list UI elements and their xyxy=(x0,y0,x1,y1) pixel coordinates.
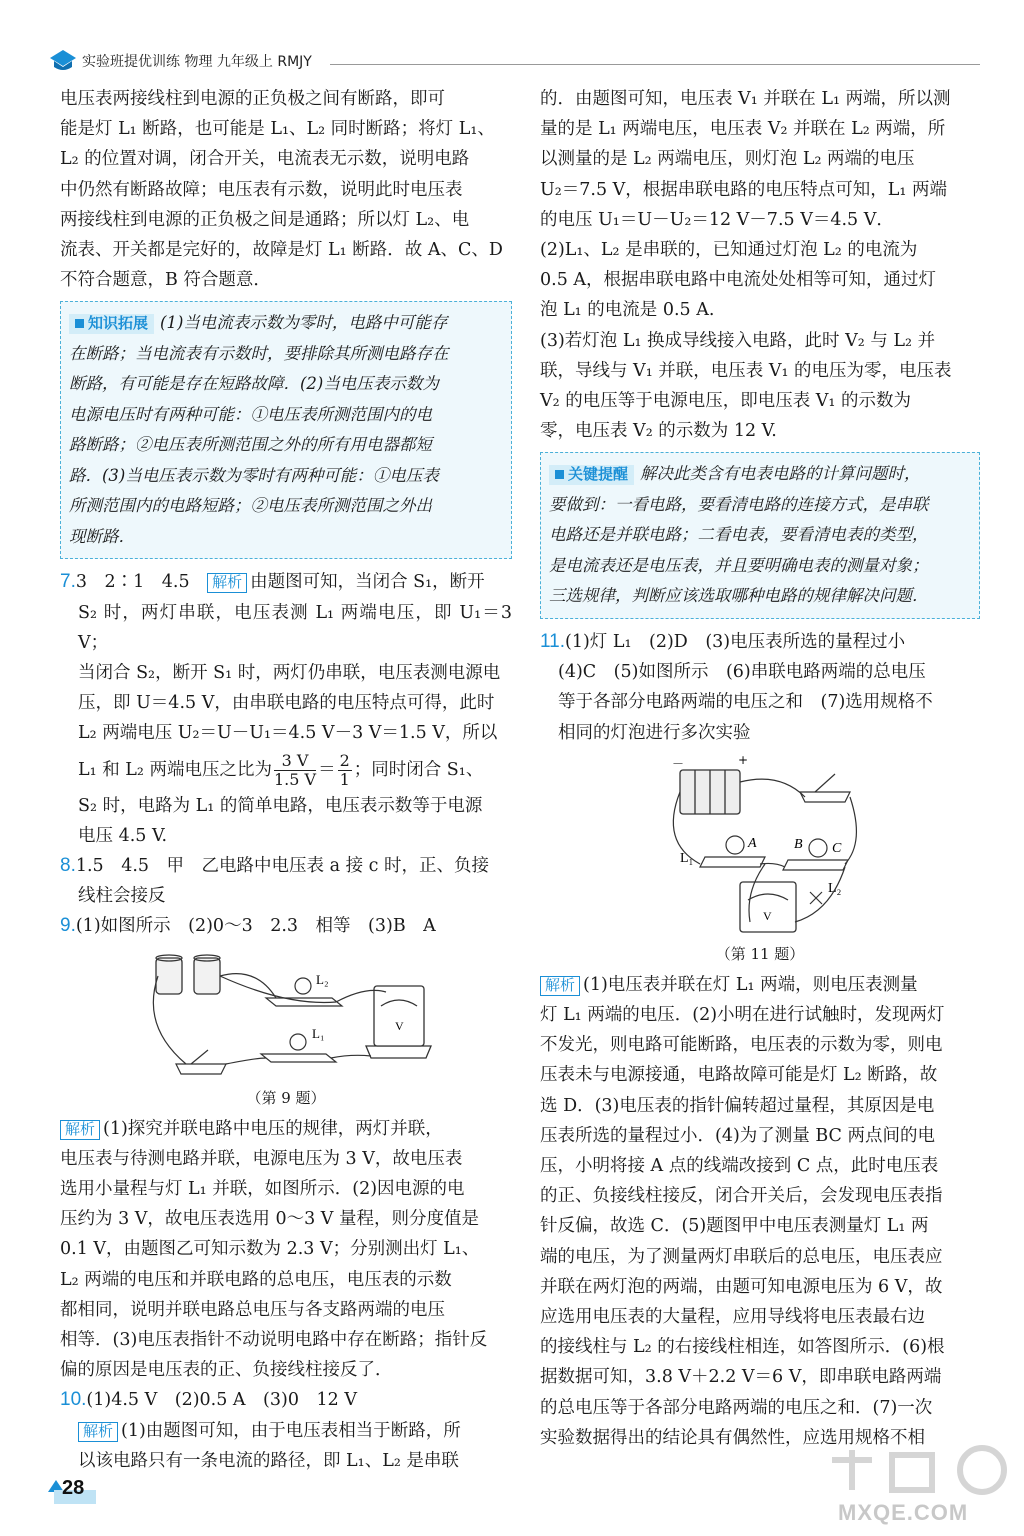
question-number: 10. xyxy=(60,1389,87,1411)
box-line: 所测范围内的电路短路；②电压表所测范围之外出 xyxy=(69,496,432,516)
circuit-figure-11 xyxy=(650,752,870,942)
text-line: 的．由题图可知，电压表 V₁ 并联在 L₁ 两端，所以测 xyxy=(540,89,951,109)
text-line: 压表未与电源接通，电路故障可能是灯 L₂ 断路，故 xyxy=(540,1065,938,1086)
text-line: 解析 (1)电压表并联在灯 L₁ 两端，则电压表测量 xyxy=(540,970,980,1000)
text-line: 的总电压等于各部分电路两端的电压之和．(7)一次 xyxy=(540,1397,933,1418)
label-minus: － xyxy=(672,756,685,771)
figure-caption: （第 11 题） xyxy=(715,944,805,963)
question-7 xyxy=(60,567,512,851)
question-number: 7. xyxy=(60,571,76,593)
text-line: 选 D．(3)电压表的指针偏转超过量程，其原因是电 xyxy=(540,1095,935,1116)
label-v: V xyxy=(395,1018,404,1033)
text-line: 都相同，说明并联电路总电压与各支路两端的电压 xyxy=(60,1299,445,1320)
bulb-l1-icon xyxy=(261,1034,336,1062)
battery-icon xyxy=(680,770,740,814)
text-line: S₂ 时，两灯串联，电压表测 L₁ 两端电压，即 U₁＝3 V； xyxy=(78,602,512,653)
watermark-text: MXQE.COM xyxy=(838,1500,969,1525)
switch-icon xyxy=(800,774,850,802)
page-header xyxy=(48,48,983,74)
box-line: 电路还是并联电路；二看电表，要看清电表的类型， xyxy=(549,525,929,545)
square-bullet-icon xyxy=(75,319,84,328)
text-line: 压，小明将接 A 点的线端改接到 C 点，此时电压表 xyxy=(540,1155,939,1176)
text-line: 压约为 3 V，故电压表选用 0～3 V 量程，则分度值是 xyxy=(60,1209,479,1230)
text-line: 流表、开关都是完好的，故障是灯 L₁ 断路．故 A、C、D xyxy=(60,240,503,261)
analysis-tag: 解析 xyxy=(78,1422,118,1442)
figure-caption: （第 9 题） xyxy=(246,1088,326,1107)
text-line: 偏的原因是电压表的正、负接线柱接反了． xyxy=(60,1360,393,1381)
question-number: 11. xyxy=(540,630,566,652)
text-line: (3)若灯泡 L₁ 换成导线接入电路，此时 V₂ 与 L₂ 并 xyxy=(540,330,936,351)
box-line: 断路，有可能是存在短路故障．(2)当电压表示数为 xyxy=(69,374,439,394)
text-line: 电压 4.5 V. xyxy=(78,825,168,846)
question-8 xyxy=(60,851,512,911)
box-line: 要做到：一看电路，要看清电路的连接方式，是串联 xyxy=(549,494,929,514)
label-l1: L₁ xyxy=(312,1025,325,1041)
box-line: 路断路；②电压表所测范围之外的所有用电器都短 xyxy=(69,435,432,455)
text-line: (2)L₁、L₂ 是串联的，已知通过灯泡 L₂ 的电流为 xyxy=(540,240,918,261)
label-l1: L₁ xyxy=(680,850,694,866)
key-reminder-tag: 关键提醒 xyxy=(549,465,634,485)
question-11 xyxy=(540,627,980,1453)
text-line: S₂ 时，电路为 L₁ 的简单电路，电压表示数等于电源 xyxy=(78,795,483,816)
box-line: 电源电压时有两种可能：①电压表所测范围内的电 xyxy=(69,404,432,424)
text-line: 解析 (1)探究并联电路中电压的规律，两灯并联， xyxy=(60,1114,512,1144)
text-line: 11.(1)灯 L₁ (2)D (3)电压表所选的量程过小 xyxy=(540,630,906,652)
key-reminder-box xyxy=(540,452,980,619)
text-line: 线柱会接反 xyxy=(78,886,166,907)
text-line: 不符合题意，B 符合题意． xyxy=(60,270,271,291)
text-line: 两接线柱到电源的正负极之间是通路；所以灯 L₂、电 xyxy=(60,209,470,230)
text-line: 相等．(3)电压表指针不动说明电路中存在断路；指针反 xyxy=(60,1330,488,1351)
text-line: 能是灯 L₁ 断路，也可能是 L₁、L₂ 同时断路；将灯 L₁、 xyxy=(60,119,495,140)
book-title: 实验班提优训练 物理 九年级上 RMJY xyxy=(82,54,312,70)
text-line: 的接线柱与 L₂ 的右接线柱相连，如答图所示．(6)根 xyxy=(540,1337,945,1358)
text-line: U₂＝7.5 V，根据串联电路的电压特点可知，L₁ 两端 xyxy=(540,179,947,200)
text-line: 解析 (1)由题图可知，由于电压表相当于断路，所 xyxy=(60,1416,512,1446)
text-line: 量的是 L₁ 两端电压，电压表 V₂ 并联在 L₂ 两端，所 xyxy=(540,119,946,140)
knowledge-extension-tag: 知识拓展 xyxy=(69,314,154,334)
question-10-continued xyxy=(540,84,980,446)
text-line: 7.3 2∶1 4.5 解析 由题图可知，当闭合 S₁，断开 xyxy=(60,571,485,593)
question-9 xyxy=(60,911,512,1385)
box-line: 是电流表还是电压表，并且要明确电表的测量对象； xyxy=(549,555,929,575)
text-line: 以该电路只有一条电流的路径，即 L₁、L₂ 是串联 xyxy=(78,1450,459,1471)
box-line: 知识拓展 (1)当电流表示数为零时，电路中可能存 xyxy=(69,308,503,339)
knowledge-extension-box xyxy=(60,301,512,559)
text-line: 10.(1)4.5 V (2)0.5 A (3)0 12 V xyxy=(60,1389,357,1411)
text-line: 灯 L₁ 两端的电压．(2)小明在进行试触时，发现两灯 xyxy=(540,1004,945,1025)
label-l2: L₂ xyxy=(828,880,842,896)
text-line: 端的电压，为了测量两灯串联后的总电压，电压表应 xyxy=(540,1246,943,1267)
text-line: 实验数据得出的结论具有偶然性，应选用规格不相 xyxy=(540,1427,925,1448)
text-line: 以测量的是 L₂ 两端电压，则灯泡 L₂ 两端的电压 xyxy=(540,149,915,170)
square-bullet-icon xyxy=(555,470,564,479)
text-line: 并联在两灯泡的两端，由题可知电源电压为 6 V，故 xyxy=(540,1276,943,1297)
q6-continued xyxy=(60,84,512,295)
text-line: 8.1.5 4.5 甲 乙电路中电压表 a 接 c 时，正、负接 xyxy=(60,855,490,877)
text-line: 电压表与待测电路并联，电源电压为 3 V，故电压表 xyxy=(60,1148,463,1169)
text-line: 针反偏，故选 C．(5)题图甲中电压表测量灯 L₁ 两 xyxy=(540,1216,929,1237)
text-line: 压表所选的量程过小．(4)为了测量 BC 两点间的电 xyxy=(540,1125,935,1146)
voltmeter-icon xyxy=(740,882,796,932)
label-b: B xyxy=(794,836,803,852)
text-line: 压，即 U＝4.5 V，由串联电路的电压特点可得，此时 xyxy=(78,693,495,714)
text-line: V₂ 的电压等于电源电压，即电压表 V₁ 的示数为 xyxy=(540,391,911,412)
text-line: 相同的灯泡进行多次实验 xyxy=(558,722,751,743)
text-line: 泡 L₁ 的电流是 0.5 A. xyxy=(540,300,715,321)
text-line: 选用小量程与灯 L₁ 并联，如图所示．(2)因电源的电 xyxy=(60,1179,465,1200)
box-line: 现断路． xyxy=(69,526,135,546)
text-line: 的电压 U₁＝U－U₂＝12 V－7.5 V＝4.5 V． xyxy=(540,209,894,230)
text-line: L₂ 两端电压 U₂＝U－U₁＝4.5 V－3 V＝1.5 V，所以 xyxy=(78,723,498,744)
book-logo-icon xyxy=(48,48,78,74)
fraction: $\frac{2}{1}$ xyxy=(339,750,350,789)
question-10 xyxy=(60,1385,512,1476)
text-line: 9.(1)如图所示 (2)0～3 2.3 相等 (3)B A xyxy=(60,915,436,937)
box-line: 路．(3)当电压表示数为零时有两种可能：①电压表 xyxy=(69,465,439,485)
header-rule xyxy=(330,64,980,65)
label-plus: + xyxy=(738,752,749,767)
right-column xyxy=(540,84,980,1453)
box-line: 三选规律，判断应该选取哪种电路的规律解决问题． xyxy=(549,586,929,606)
left-column xyxy=(60,84,512,1476)
label-a: A xyxy=(748,835,757,851)
text-line: 据数据可知，3.8 V＋2.2 V＝6 V，即串联电路两端 xyxy=(540,1367,942,1388)
text-line: 等于各部分电路两端的电压之和 (7)选用规格不 xyxy=(558,692,933,713)
text-line: 当闭合 S₂，断开 S₁ 时，两灯仍串联，电压表测电源电 xyxy=(78,663,501,684)
fraction-line: L₁ 和 L₂ 两端电压之比为 $\frac{3 V}{1.5 V}$ ＝ $\frac{2}{1}$ ；同时闭合 S₁、 xyxy=(78,750,484,789)
text-line: 电压表两接线柱到电源的正负极之间有断路，即可 xyxy=(60,89,445,109)
question-number: 9. xyxy=(60,915,76,937)
text-line: (4)C (5)如图所示 (6)串联电路两端的总电压 xyxy=(558,662,926,683)
battery-icon xyxy=(156,955,220,994)
text-line: 应选用电压表的大量程，应用导线将电压表最右边 xyxy=(540,1306,925,1327)
fraction: $\frac{3 V}{1.5 V}$ xyxy=(273,750,317,789)
circuit-figure-9 xyxy=(136,946,436,1086)
label-c: C xyxy=(832,840,842,856)
analysis-tag: 解析 xyxy=(540,976,580,996)
analysis-tag: 解析 xyxy=(60,1120,100,1140)
text-line: 联，导线与 V₁ 并联，电压表 V₁ 的电压为零，电压表 xyxy=(540,360,952,381)
page-number: 28 xyxy=(62,1477,85,1499)
text-line: L₂ 的位置对调，闭合开关，电流表无示数，说明电路 xyxy=(60,149,470,170)
box-line: 关键提醒 解决此类含有电表电路的计算问题时， xyxy=(549,459,971,490)
text-line: 0.5 A，根据串联电路中电流处处相等可知，通过灯 xyxy=(540,270,937,291)
text-line: 的正、负接线柱接反，闭合开关后，会发现电压表指 xyxy=(540,1186,943,1207)
wires xyxy=(153,973,386,1063)
label-l2: L₂ xyxy=(316,971,329,987)
text-line: 0.1 V，由题图乙可知示数为 2.3 V；分别测出灯 L₁、 xyxy=(60,1239,480,1260)
text-line: 不发光，则电路可能断路，电压表的示数为零，则电 xyxy=(540,1035,943,1056)
text-line: L₂ 两端的电压和并联电路的总电压，电压表的示数 xyxy=(60,1269,452,1290)
analysis-tag: 解析 xyxy=(207,573,247,593)
question-number: 8. xyxy=(60,855,76,877)
text-line: 零，电压表 V₂ 的示数为 12 V. xyxy=(540,421,777,442)
text-line: 中仍然有断路故障；电压表有示数，说明此时电压表 xyxy=(60,179,463,200)
box-line: 在断路；当电流表有示数时，要排除其所测电路存在 xyxy=(69,343,449,363)
label-v: V xyxy=(763,908,772,923)
